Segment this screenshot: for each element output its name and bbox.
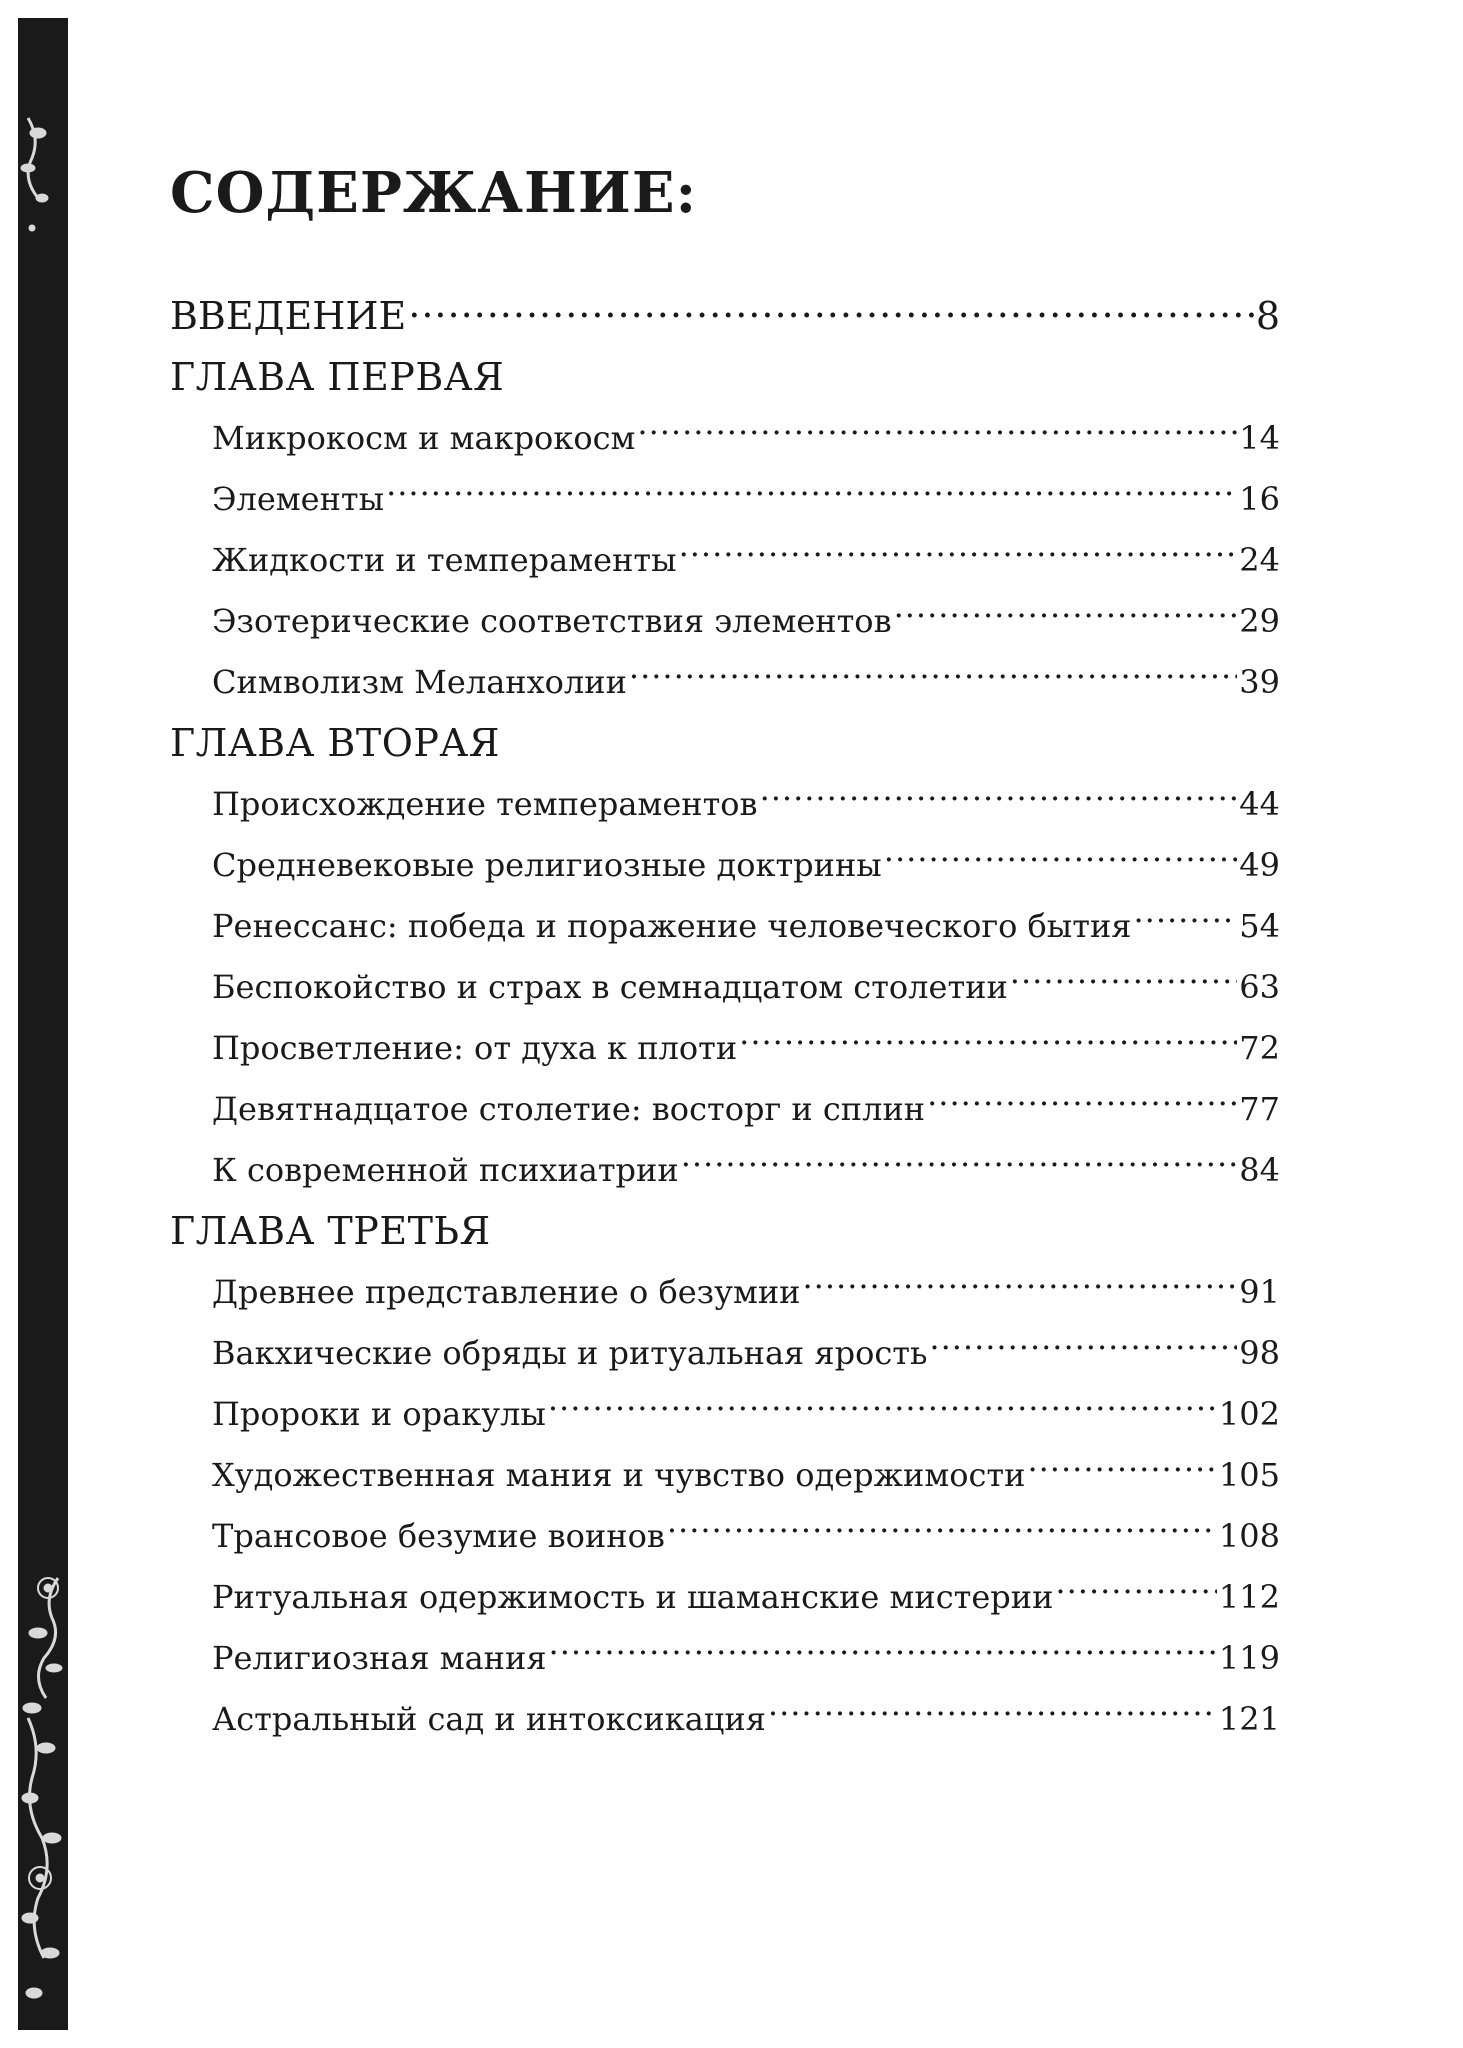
- toc-page-number: 119: [1218, 1639, 1280, 1677]
- toc-page-number: 8: [1255, 294, 1280, 338]
- toc-dot-leader: [1055, 1576, 1217, 1608]
- table-of-contents: [170, 140, 1280, 1750]
- toc-entry[interactable]: [170, 591, 1280, 652]
- toc-entry-label: ВВЕДЕНИЕ: [170, 294, 407, 338]
- toc-entry[interactable]: [170, 1262, 1280, 1323]
- toc-page-number: 54: [1239, 907, 1280, 945]
- toc-page-number: 63: [1239, 968, 1280, 1006]
- toc-entry-label: Просветление: от духа к плоти: [212, 1029, 738, 1067]
- toc-page-number: 29: [1239, 602, 1280, 640]
- toc-page-number: 108: [1218, 1517, 1280, 1555]
- toc-entry[interactable]: [170, 896, 1280, 957]
- toc-dot-leader: [927, 1088, 1237, 1120]
- toc-entry[interactable]: [170, 1445, 1280, 1506]
- toc-entry-label: Происхождение темпераментов: [212, 785, 758, 823]
- toc-dot-leader: [386, 478, 1237, 510]
- toc-entry[interactable]: [170, 774, 1280, 835]
- chapter-heading[interactable]: ГЛАВА ТРЕТЬЯ: [170, 1209, 491, 1253]
- toc-entry[interactable]: [170, 530, 1280, 591]
- toc-page-number: 77: [1239, 1090, 1280, 1128]
- toc-dot-leader: [629, 661, 1237, 693]
- toc-entry-label: Девятнадцатое столетие: восторг и сплин: [212, 1090, 926, 1128]
- toc-dot-leader: [667, 1515, 1217, 1547]
- toc-entry[interactable]: [170, 1628, 1280, 1689]
- toc-dot-leader: [679, 539, 1238, 571]
- toc-dot-leader: [768, 1698, 1217, 1730]
- toc-dot-leader: [894, 600, 1238, 632]
- toc-dot-leader: [760, 783, 1238, 815]
- toc-page-number: 39: [1239, 663, 1280, 701]
- toc-dot-leader: [1010, 966, 1237, 998]
- toc-list: [170, 286, 1280, 1750]
- toc-entry-label: Жидкости и темпераменты: [212, 541, 677, 579]
- toc-entry[interactable]: [170, 1506, 1280, 1567]
- toc-entry-label: К современной психиатрии: [212, 1151, 679, 1189]
- toc-entry[interactable]: [170, 1567, 1280, 1628]
- floral-border-band: [18, 18, 68, 2030]
- toc-dot-leader: [803, 1271, 1238, 1303]
- toc-entry[interactable]: [170, 408, 1280, 469]
- toc-page-number: 112: [1218, 1578, 1280, 1616]
- toc-page-number: 72: [1239, 1029, 1280, 1067]
- toc-entry-label: Элементы: [212, 480, 385, 518]
- toc-entry-label: Пророки и оракулы: [212, 1395, 546, 1433]
- toc-entry-label: Средневековые религиозные доктрины: [212, 846, 882, 884]
- toc-dot-leader: [681, 1149, 1238, 1181]
- page-title: СОДЕРЖАНИЕ:: [170, 160, 698, 226]
- toc-page-number: 121: [1218, 1700, 1280, 1738]
- toc-dot-leader: [548, 1393, 1217, 1425]
- toc-entry-label: Беспокойство и страх в семнадцатом столетии: [212, 968, 1008, 1006]
- toc-dot-leader: [637, 417, 1237, 449]
- toc-entry[interactable]: [170, 835, 1280, 896]
- toc-entry-label: Микрокосм и макрокосм: [212, 419, 636, 457]
- toc-entry[interactable]: [170, 1689, 1280, 1750]
- toc-page-number: 102: [1218, 1395, 1280, 1433]
- toc-entry[interactable]: [170, 1323, 1280, 1384]
- toc-entry-label: Ренессанс: победа и поражение человеческого бытия: [212, 907, 1132, 945]
- toc-entry[interactable]: [170, 957, 1280, 1018]
- toc-entry[interactable]: [170, 652, 1280, 713]
- chapter-heading[interactable]: ГЛАВА ВТОРАЯ: [170, 721, 500, 765]
- floral-ornament-icon: [18, 18, 68, 2030]
- toc-page-number: 16: [1239, 480, 1280, 518]
- toc-entry[interactable]: [170, 1018, 1280, 1079]
- toc-entry[interactable]: [170, 469, 1280, 530]
- toc-page-number: 24: [1239, 541, 1280, 579]
- toc-entry-label: Религиозная мания: [212, 1639, 547, 1677]
- toc-entry-label: Художественная мания и чувство одержимости: [212, 1456, 1026, 1494]
- toc-dot-leader: [739, 1027, 1237, 1059]
- toc-entry-label: Астральный сад и интоксикация: [212, 1700, 766, 1738]
- toc-entry-label: Вакхические обряды и ритуальная ярость: [212, 1334, 928, 1372]
- toc-entry-label: Символизм Меланхолии: [212, 663, 627, 701]
- toc-entry[interactable]: [170, 1384, 1280, 1445]
- toc-dot-leader: [549, 1637, 1217, 1669]
- toc-entry-label: Эзотерические соответствия элементов: [212, 602, 892, 640]
- toc-dot-leader: [1027, 1454, 1216, 1486]
- toc-page-number: 84: [1239, 1151, 1280, 1189]
- toc-dot-leader: [884, 844, 1238, 876]
- toc-page-number: 14: [1239, 419, 1280, 457]
- toc-entry-introduction[interactable]: [170, 286, 1280, 347]
- toc-entry[interactable]: [170, 1140, 1280, 1201]
- toc-dot-leader: [408, 291, 1254, 329]
- toc-entry[interactable]: [170, 1079, 1280, 1140]
- toc-entry-label: Трансовое безумие воинов: [212, 1517, 665, 1555]
- toc-entry-label: Древнее представление о безумии: [212, 1273, 801, 1311]
- toc-page-number: 49: [1239, 846, 1280, 884]
- toc-page-number: 91: [1239, 1273, 1280, 1311]
- toc-page-number: 44: [1239, 785, 1280, 823]
- toc-page-number: 98: [1239, 1334, 1280, 1372]
- toc-page-number: 105: [1218, 1456, 1280, 1494]
- toc-dot-leader: [1133, 905, 1237, 937]
- chapter-heading[interactable]: ГЛАВА ПЕРВАЯ: [170, 355, 505, 399]
- toc-entry-label: Ритуальная одержимость и шаманские мистерии: [212, 1578, 1054, 1616]
- toc-dot-leader: [929, 1332, 1237, 1364]
